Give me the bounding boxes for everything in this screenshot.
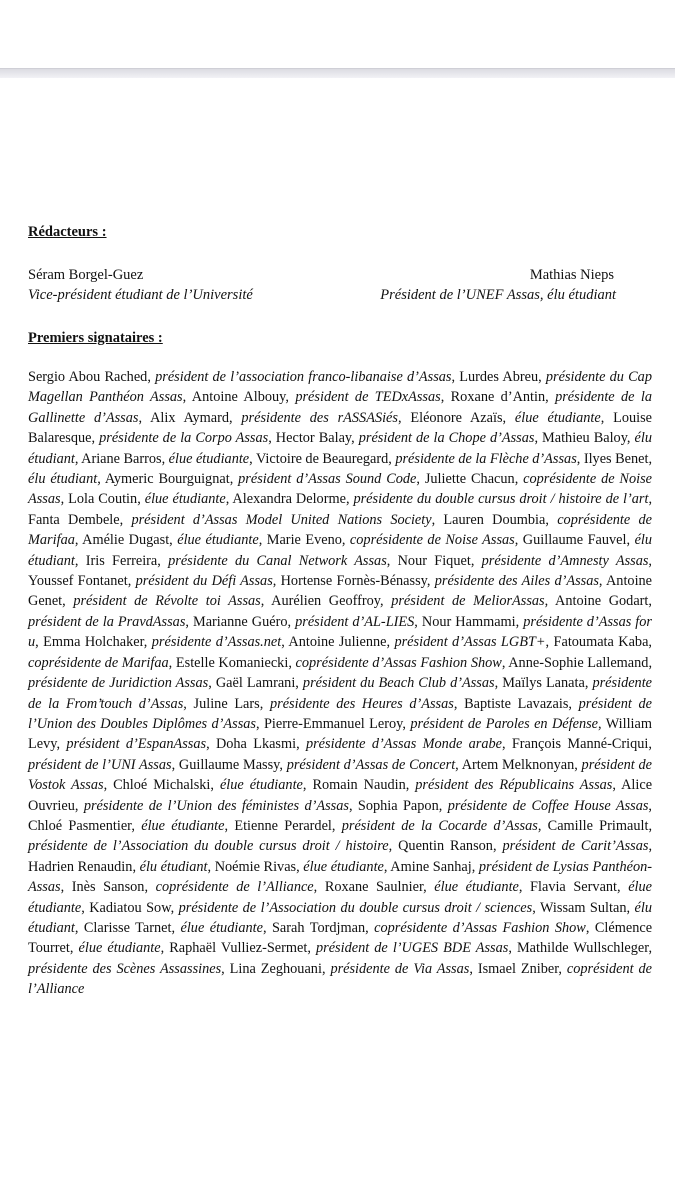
signatory-role: président de la Chope d’Assas (358, 430, 535, 447)
signatory: Hector Balay, président de la Chope d’Assas (275, 430, 535, 447)
signatory-role: présidente de Coffee House Assas (447, 797, 649, 814)
signatory-role: présidente de la Gallinette d’Assas (28, 389, 652, 426)
signatory: Mathieu Baloy, élu étudiant (28, 430, 652, 467)
signatory-name: Anne-Sophie Lallemand (508, 654, 649, 671)
signatory-role: président d’AL-LIES (295, 613, 415, 630)
signatory-role: élue étudiante (177, 532, 259, 549)
scroll-divider (0, 68, 675, 78)
signatory-role: élue étudiante (434, 879, 519, 896)
signatory: Guillaume Massy, président d’Assas de Concert (178, 756, 456, 773)
signatory-name: Baptiste Lavazais (464, 695, 569, 712)
editor-2-name: Mathias Nieps (529, 267, 614, 283)
signatory: Baptiste Lavazais, président de l’Union des Doubles Diplômes d’Assas (28, 695, 653, 732)
signatory: Pierre-Emmanuel Leroy, président de Paroles en Défense (263, 715, 599, 732)
signatory-name: Ilyes Benet (583, 450, 649, 467)
signatory: Aymeric Bourguignat, président d’Assas Sound Code (104, 471, 417, 488)
signatory-name: Marianne Guéro (192, 613, 288, 630)
signatory-role: élu étudiant (28, 532, 653, 569)
signatory-name: Youssef Fontanet (28, 573, 128, 590)
signatory-role: président des Républicains Assas (415, 777, 613, 794)
editors-block (28, 265, 652, 313)
signatory-name: Fatoumata Kaba (553, 634, 649, 651)
signatory-name: Romain Naudin (312, 777, 406, 794)
signatory-role: président d’Assas Model United Nations Society (131, 511, 432, 528)
signatory: Ismael Zniber, coprésident de l’Alliance (28, 960, 653, 998)
signatory-name: Amine Sanhaj (390, 858, 472, 875)
signatory-name: Noémie Rivas (214, 858, 297, 875)
signatory-name: Ismael Zniber (477, 960, 559, 977)
signatory-name: Lauren Doumbia (443, 511, 546, 528)
signatory-role: président de l’association franco-libanaise d’Assas (155, 369, 452, 385)
signatory-role: coprésidente d’Assas Fashion Show (295, 654, 502, 671)
signatory: Camille Primault, présidente de l’Association du double cursus droit / histoire (28, 817, 653, 855)
signatory-name: Eléonore Azaïs (410, 409, 503, 426)
signatory-role: coprésidente de Marifaa (28, 654, 169, 671)
signatory: Antoine Genet, président de Révolte toi Assas (28, 573, 653, 610)
signatory-role: présidente de Juridiction Assas (28, 675, 209, 692)
editor-1-name: Séram Borgel-Guez (28, 267, 144, 283)
signatory: Noémie Rivas, élue étudiante (214, 858, 384, 875)
signatory: Juliette Chacun, coprésidente de Noise Assas (28, 471, 652, 508)
signatory: Anne-Sophie Lallemand, présidente de Juridiction Assas (28, 654, 653, 692)
signatory: Nour Hammami, présidente d’Assas for u (28, 613, 652, 651)
signatory-name: Camille Primault (547, 817, 649, 834)
signatory-name: Antoine Julienne (288, 634, 387, 651)
signatory: Alix Aymard, présidente des rASSASiés (150, 409, 398, 426)
signatory: Iris Ferreira, présidente du Canal Network Assas (85, 552, 387, 569)
signatory-name: Raphaël Vulliez-Sermet (169, 940, 308, 957)
signatory-role: élu étudiant (28, 430, 652, 467)
signatory: Kadiatou Sow, présidente de l’Association du double cursus droit / sciences (89, 899, 533, 916)
signatory-name: Fanta Dembele (28, 511, 120, 528)
signatory: Estelle Komaniecki, coprésidente d’Assas Fashion Show (175, 654, 502, 671)
signatory-role: président de Vostok Assas (28, 756, 652, 794)
signatory-role: présidente d’Assas for u (28, 613, 652, 651)
signatory: Chloé Pasmentier, élue étudiante (28, 817, 225, 834)
signatory: Wissam Sultan, élu étudiant (28, 899, 652, 936)
signatory-name: Lina Zeghouani (229, 960, 322, 977)
signatory-role: président de l’UNI Assas (28, 756, 172, 773)
editor-1-role: Vice-président étudiant de l’Université (28, 287, 253, 303)
signatory-role: présidente du Canal Network Assas (168, 552, 387, 569)
signatory: Quentin Ranson, président de Carit’Assas (398, 838, 649, 855)
signatory-role: président du Défi Assas (135, 573, 273, 590)
signatory-role: président d’Assas de Concert (286, 756, 456, 773)
signatory-role: président d’Assas LGBT+ (394, 634, 546, 651)
signatory-name: Hadrien Renaudin (28, 858, 133, 875)
signatory: Ariane Barros, élue étudiante (81, 450, 250, 467)
signatory-role: élue étudiante (144, 491, 226, 508)
signatory-role: président de Paroles en Défense (410, 715, 599, 732)
signatory-role: président de Lysias Panthéon-Assas (28, 858, 653, 896)
signatory-role: présidente de la Corpo Assas (99, 430, 269, 447)
signatory-name: Aurélien Geoffroy (271, 593, 381, 610)
signatory: Emma Holchaker, présidente d’Assas.net (43, 634, 282, 651)
signatory: Fanta Dembele, président d’Assas Model United Nations Society (28, 511, 432, 528)
signatory-name: Juliette Chacun (424, 471, 515, 488)
signatory: Lauren Doumbia, coprésidente de Marifaa (28, 511, 652, 549)
signatory-name: Inès Sanson (71, 879, 145, 896)
signatory-role: élue étudiante (303, 858, 384, 875)
signatory-name: Emma Holchaker (43, 634, 144, 651)
signatory: Alice Ouvrieu, présidente de l’Union des féministes d’Assas (28, 777, 653, 814)
signatory-role: président de l’UGES BDE Assas (316, 940, 509, 957)
signatory: Lurdes Abreu, présidente du Cap Magellan Panthéon Assas (28, 369, 652, 406)
signatory: Lina Zeghouani, présidente de Via Assas (229, 960, 470, 977)
signatory-role: présidente de l’Association du double cursus droit / sciences (178, 899, 533, 916)
signatory-role: président de Carit’Assas (502, 838, 649, 855)
signatory: Antoine Godart, président de la PravdAssas (28, 593, 652, 630)
signatory: Aurélien Geoffroy, président de MeliorAssas (271, 593, 545, 610)
signatory: Victoire de Beauregard, présidente de la Flèche d’Assas (255, 450, 577, 467)
signatory-role: présidente d’Assas Monde arabe (305, 736, 502, 753)
signatory-name: Chloé Michalski (113, 777, 211, 794)
signatory-name: Juline Lars (193, 695, 260, 712)
signatory-role: élue étudiante (514, 409, 601, 426)
signatory-role: présidente de la Flèche d’Assas (395, 450, 577, 467)
signatory-role: président d’Assas Sound Code (238, 471, 417, 488)
signatory-name: Roxane Saulnier (324, 879, 424, 896)
signatory-role: coprésidente d’Assas Fashion Show (374, 919, 586, 936)
signatory-name: Nour Fiquet (397, 552, 471, 569)
signatory-role: présidente des rASSASiés (241, 409, 398, 426)
signatory-name: Hector Balay (275, 430, 352, 447)
signatory: Nour Fiquet, présidente d’Amnesty Assas (397, 552, 649, 569)
signatory: Youssef Fontanet, président du Défi Assas (28, 573, 273, 590)
signatory: Ilyes Benet, élu étudiant (28, 450, 653, 488)
editor-2 (336, 265, 616, 305)
signatory: Guillaume Fauvel, élu étudiant (28, 532, 653, 569)
signatory-role: élu étudiant (28, 899, 652, 936)
signatory-role: présidente de Via Assas (330, 960, 470, 977)
signatory-role: président d’EspanAssas (66, 736, 207, 753)
signatory-role: présidente de la From’touch d’Assas (28, 675, 653, 712)
signatory-role: présidente des Heures d’Assas (269, 695, 454, 712)
signatory: Clarisse Tarnet, élue étudiante (83, 919, 263, 936)
signatory: Amine Sanhaj, président de Lysias Panthéon-Assas (28, 858, 653, 896)
signatory-role: président de Révolte toi Assas (73, 593, 261, 610)
signatory: Amélie Dugast, élue étudiante (82, 532, 259, 549)
signatory: Juline Lars, présidente des Heures d’Assas (193, 695, 454, 712)
signatory-role: président de TEDxAssas (295, 389, 441, 406)
signatory: Eléonore Azaïs, élue étudiante (410, 409, 601, 426)
signatories-heading: Premiers signataires : (28, 330, 163, 346)
signatory-role: présidente de l’Union des féministes d’Assas (83, 797, 349, 814)
signatory: Antoine Julienne, président d’Assas LGBT+ (288, 634, 546, 651)
signatory-role: élue étudiante (180, 919, 263, 936)
signatory-name: Flavia Servant (530, 879, 618, 896)
signatory: Antoine Albouy, président de TEDxAssas (191, 389, 441, 406)
signatory: Marianne Guéro, président d’AL-LIES (192, 613, 415, 630)
signatory: Doha Lkasmi, présidente d’Assas Monde arabe (215, 736, 502, 753)
signatory-name: William Levy (28, 715, 652, 753)
signatory-name: Iris Ferreira (85, 552, 158, 569)
signatory: Etienne Perardel, président de la Cocarde d’Assas (234, 817, 538, 834)
signatory-name: Wissam Sultan (539, 899, 627, 916)
signatory: Louise Balaresque, présidente de la Corpo Assas (28, 409, 653, 447)
signatory-name: Artem Melknonyan (461, 756, 575, 773)
editor-1 (28, 265, 358, 305)
signatory-name: Alice Ouvrieu (28, 777, 653, 814)
signatory-name: Aymeric Bourguignat (104, 471, 230, 488)
signatory-name: Sergio Abou Rached (28, 369, 148, 385)
signatory-name: Doha Lkasmi (215, 736, 297, 753)
signatory-name: Clémence Tourret (28, 919, 653, 957)
signatory-name: Sarah Tordjman (271, 919, 366, 936)
signatory-role: coprésidente de Noise Assas (28, 471, 652, 508)
signatory-name: Kadiatou Sow (89, 899, 171, 916)
signatory: Sarah Tordjman, coprésidente d’Assas Fashion Show (271, 919, 586, 936)
signatory-name: Pierre-Emmanuel Leroy (263, 715, 403, 732)
signatory: Maïlys Lanata, présidente de la From’touch d’Assas (28, 675, 653, 712)
signatory: Sergio Abou Rached, président de l’association franco-libanaise d’Assas (28, 369, 452, 385)
editor-2-role: Président de l’UNEF Assas, élu étudiant (380, 287, 616, 303)
signatory-role: président du Beach Club d’Assas (302, 675, 495, 692)
signatory: Fatoumata Kaba, coprésidente de Marifaa (28, 634, 652, 671)
signatory: Clémence Tourret, élue étudiante (28, 919, 653, 957)
signatory-name: Antoine Godart (555, 593, 649, 610)
signatory-role: présidente des Scènes Assassines (28, 960, 222, 977)
signatory-name: François Manné-Criqui (511, 736, 649, 753)
signatory-role: présidente du double cursus droit / histoire de l’art (353, 491, 649, 508)
signatory-role: coprésidente de Noise Assas (349, 532, 515, 549)
signatory-name: Sophia Papon (357, 797, 439, 814)
signatory: François Manné-Criqui, président de l’UNI Assas (28, 736, 652, 773)
signatory-role: président de la Cocarde d’Assas (341, 817, 538, 834)
signatory-name: Alix Aymard (150, 409, 230, 426)
signatory-role: présidente des Ailes d’Assas (434, 573, 599, 590)
signatory-role: élue étudiante (28, 879, 652, 916)
signatory-role: élu étudiant (28, 471, 98, 488)
signatory: Lola Coutin, élue étudiante (68, 491, 226, 508)
signatory: William Levy, président d’EspanAssas (28, 715, 652, 753)
signatory-role: coprésident de l’Alliance (28, 960, 653, 998)
signatory: Roxane d’Antin, présidente de la Gallinette d’Assas (28, 389, 652, 426)
signatory-role: président de MeliorAssas (391, 593, 545, 610)
signatory-role: coprésidente de Marifaa (28, 511, 652, 549)
signatory-name: Guillaume Massy (178, 756, 280, 773)
signatory-role: président de l’Union des Doubles Diplômes d’Assas (28, 695, 653, 732)
signatory-name: Clarisse Tarnet (83, 919, 172, 936)
signatory: Hortense Fornès-Bénassy, présidente des Ailes d’Assas (280, 573, 599, 590)
signatory-name: Mathilde Wullschleger (516, 940, 649, 957)
signatory: Romain Naudin, président des Républicains Assas (312, 777, 613, 794)
signatory-name: Antoine Genet (28, 573, 653, 610)
signatory-name: Victoire de Beauregard (255, 450, 389, 467)
document-page (28, 222, 652, 1000)
signatory-name: Estelle Komaniecki (175, 654, 289, 671)
signatory: Raphaël Vulliez-Sermet, président de l’UGES BDE Assas (169, 940, 509, 957)
signatory-name: Roxane d’Antin (450, 389, 546, 406)
signatory: Hadrien Renaudin, élu étudiant (28, 858, 208, 875)
signatories-list: Sergio Abou Rached, président de l’association franco-libanaise d’Assas, Lurdes Abreu, présidente du Cap Magellan Panthéon Assas, Antoine Albouy, président de TEDxAssas, Roxane d’Antin, présidente de la Gallinette d’Assas, Alix Aymard, présidente des rASSASiés, Eléonore Azaïs, élue étudiante, Louise Balaresque, présidente de la Corpo Assas, Hector Balay, président de la Chope d’Assas, Mathieu Baloy, élu étudiant, Ariane Barros, élue étudiante, Victoire de Beauregard, présidente de la Flèche d’Assas, Ilyes Benet, élu étudiant, Aymeric Bourguignat, président d’Assas Sound Code, Juliette Chacun, coprésidente de Noise Assas, Lola Coutin, élue étudiante, Alexandra Delorme, présidente du double cursus droit / histoire de l’art, Fanta Dembele, président d’Assas Model United Nations Society, Lauren Doumbia, coprésidente de Marifaa, Amélie Dugast, élue étudiante, Marie Eveno, coprésidente de Noise Assas, Guillaume Fauvel, élu étudiant, Iris Ferreira, présidente du Canal Network Assas, Nour Fiquet, présidente d’Amnesty Assas, Youssef Fontanet, président du Défi Assas, Hortense Fornès-Bénassy, présidente des Ailes d’Assas, Antoine Genet, président de Révolte toi Assas, Aurélien Geoffroy, président de MeliorAssas, Antoine Godart, président de la PravdAssas, Marianne Guéro, président d’AL-LIES, Nour Hammami, présidente d’Assas for u, Emma Holchaker, présidente d’Assas.net, Antoine Julienne, président d’Assas LGBT+, Fatoumata Kaba, coprésidente de Marifaa, Estelle Komaniecki, coprésidente d’Assas Fashion Show, Anne-Sophie Lallemand, présidente de Juridiction Assas, Gaël Lamrani, président du Beach Club d’Assas, Maïlys Lanata, présidente de la From’touch d’Assas, Juline Lars, présidente des Heures d’Assas, Baptiste Lavazais, président de l’Union des Doubles Diplômes d’Assas, Pierre-Emmanuel Leroy, président de Paroles en Défense, William Levy, président d’EspanAssas, Doha Lkasmi, présidente d’Assas Monde arabe, François Manné-Criqui, président de l’UNI Assas, Guillaume Massy, président d’Assas de Concert, Artem Melknonyan, président de Vostok Assas, Chloé Michalski, élue étudiante, Romain Naudin, président des Républicains Assas, Alice Ouvrieu, présidente de l’Union des féministes d’Assas, Sophia Papon, présidente de Coffee House Assas, Chloé Pasmentier, élue étudiante, Etienne Perardel, président de la Cocarde d’Assas, Camille Primault, présidente de l’Association du double cursus droit / histoire, Quentin Ranson, président de Carit’Assas, Hadrien Renaudin, élu étudiant, Noémie Rivas, élue étudiante, Amine Sanhaj, président de Lysias Panthéon-Assas, Inès Sanson, coprésidente de l’Alliance, Roxane Saulnier, élue étudiante, Flavia Servant, élue étudiante, Kadiatou Sow, présidente de l’Association du double cursus droit / sciences, Wissam Sultan, élu étudiant, Clarisse Tarnet, élue étudiante, Sarah Tordjman, coprésidente d’Assas Fashion Show, Clémence Tourret, élue étudiante, Raphaël Vulliez-Sermet, président de l’UGES BDE Assas, Mathilde Wullschleger, présidente des Scènes Assassines, Lina Zeghouani, présidente de Via Assas, Ismael Zniber, coprésident de l’Alliance (28, 369, 653, 998)
top-margin (0, 0, 675, 68)
signatory: Gaël Lamrani, président du Beach Club d’Assas (215, 675, 495, 692)
signatory-name: Chloé Pasmentier (28, 817, 132, 834)
signatory-name: Marie Eveno (266, 532, 342, 549)
signatory: Mathilde Wullschleger, présidente des Scènes Assassines (28, 940, 653, 977)
signatory-name: Maïlys Lanata (502, 675, 585, 692)
signatory-role: président de la PravdAssas (28, 613, 186, 630)
signatory: Alexandra Delorme, présidente du double cursus droit / histoire de l’art (232, 491, 649, 508)
signatory-name: Antoine Albouy (191, 389, 286, 406)
signatory: Roxane Saulnier, élue étudiante (324, 879, 519, 896)
signatory-role: élue étudiante (78, 940, 161, 957)
signatory-name: Alexandra Delorme (232, 491, 346, 508)
signatory: Artem Melknonyan, président de Vostok Assas (28, 756, 652, 794)
signatory-role: élu étudiant (139, 858, 208, 875)
signatory-name: Mathieu Baloy (542, 430, 627, 447)
signatory-name: Guillaume Fauvel (522, 532, 627, 549)
signatory-name: Louise Balaresque (28, 409, 653, 447)
signatory-role: présidente d’Amnesty Assas (481, 552, 649, 569)
signatory-name: Lola Coutin (68, 491, 138, 508)
signatory-role: présidente du Cap Magellan Panthéon Assas (28, 369, 652, 406)
editors-heading: Rédacteurs : (28, 224, 107, 240)
signatory-role: élue étudiante (141, 817, 225, 834)
signatory-name: Hortense Fornès-Bénassy (280, 573, 427, 590)
signatory-role: élue étudiante (219, 777, 303, 794)
signatory-role: coprésidente de l’Alliance (155, 879, 314, 896)
signatory-name: Ariane Barros (81, 450, 162, 467)
signatory-name: Lurdes Abreu (459, 369, 539, 385)
signatory-name: Nour Hammami (421, 613, 516, 630)
signatory: Flavia Servant, élue étudiante (28, 879, 652, 916)
signatory: Chloé Michalski, élue étudiante (113, 777, 303, 794)
signatory-name: Quentin Ranson (398, 838, 493, 855)
signatory: Inès Sanson, coprésidente de l’Alliance (71, 879, 314, 896)
signatory-name: Etienne Perardel (234, 817, 332, 834)
signatory-role: présidente de l’Association du double cursus droit / histoire (28, 838, 389, 855)
signatory: Marie Eveno, coprésidente de Noise Assas (266, 532, 515, 549)
signatory-name: Gaël Lamrani (215, 675, 296, 692)
signatory: Sophia Papon, présidente de Coffee House Assas (357, 797, 649, 814)
signatory-role: élue étudiante (168, 450, 250, 467)
signatory-name: Amélie Dugast (82, 532, 170, 549)
signatory-role: présidente d’Assas.net (151, 634, 282, 651)
